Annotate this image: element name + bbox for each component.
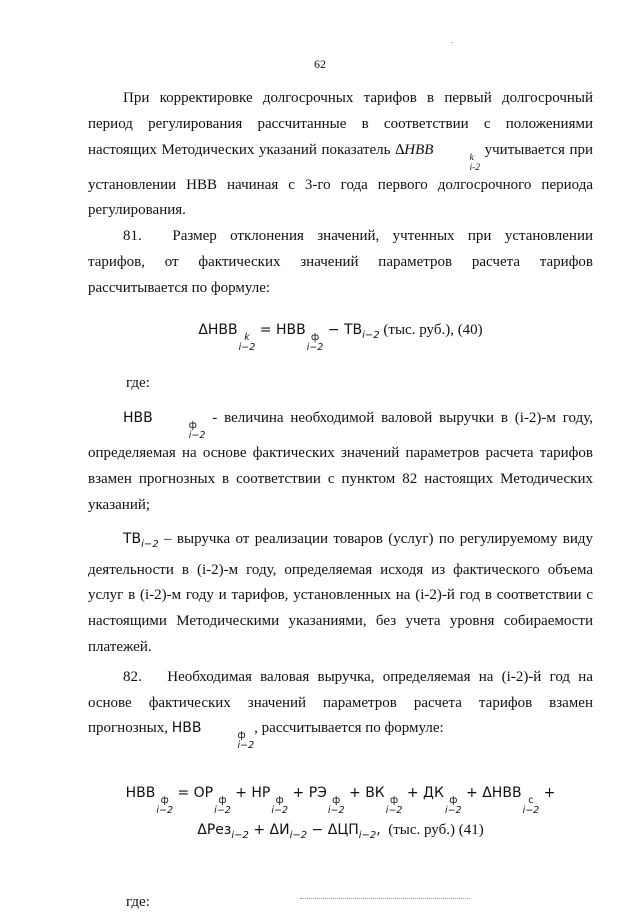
- formula-term-base: ДК: [423, 785, 444, 802]
- formula-term: [327, 822, 381, 842]
- formula-sub: i−2: [238, 341, 256, 353]
- formula-term: [251, 785, 309, 817]
- formula-sub: i−2: [188, 430, 206, 442]
- formula-operator: −: [323, 321, 344, 338]
- where-label: где:: [126, 374, 150, 391]
- formula-41: [88, 779, 593, 850]
- formula-sup: ф: [160, 795, 169, 807]
- formula-term-base: РЭ: [308, 785, 327, 802]
- symbol-sup: k: [469, 152, 474, 163]
- formula-term: [365, 785, 424, 817]
- formula-operator: −: [307, 822, 328, 839]
- formula-operator: +: [402, 785, 424, 802]
- formula-sup: c: [528, 795, 534, 807]
- formula-sub: i−2: [289, 830, 308, 842]
- formula-term-base: ОР: [193, 785, 214, 802]
- formula-sub: i−2: [327, 805, 345, 817]
- definition-nvv: [88, 406, 593, 518]
- formula-operator: =: [255, 321, 276, 338]
- formula-term-base: ΔЦП: [327, 822, 359, 839]
- paragraph-text: При корректировке долгосрочных тарифов в первый долгосрочный период регулирования рассчитанные в соответствии с положениями настоящих Методических указаний показатель: [88, 90, 593, 158]
- formula-caption: (тыс. руб.) (41): [380, 822, 484, 839]
- formula-term-base: ΔРез: [197, 822, 232, 839]
- formula-sub: i−2: [214, 805, 231, 817]
- formula-sub: i−2: [444, 805, 462, 817]
- paragraph-text: учитывается при установлении НВВ начиная с 3-го года первого долгосрочного периода регулирования.: [88, 141, 593, 219]
- item-number: 82.: [123, 668, 142, 685]
- formula-indices: [445, 796, 462, 816]
- formula-sup: ф: [449, 795, 458, 807]
- formula-sup: ф: [188, 420, 197, 432]
- formula-term: [193, 785, 252, 817]
- formula-term: ТВ: [123, 530, 142, 547]
- symbol-base: ∆НВВ: [395, 141, 434, 158]
- formula-term: [269, 822, 328, 842]
- formula-operator: +: [288, 785, 309, 802]
- paragraph-text: Необходимая валовая выручка, определяемая на (i-2)-й год на основе фактических значений параметров расчета тарифов взамен прогнозных,: [88, 668, 593, 737]
- formula-operator: +: [230, 785, 252, 802]
- formula-term: [423, 785, 483, 817]
- formula-term: НВВ: [171, 720, 202, 737]
- formula-operator: +: [248, 822, 270, 839]
- formula-41-line-2: [88, 816, 593, 850]
- formula-sub: i−2: [362, 329, 380, 341]
- formula-term: ТВ: [343, 321, 363, 338]
- paragraph-text: , рассчитывается по формуле:: [254, 720, 444, 737]
- formula-indices: [271, 796, 288, 816]
- formula-sup: ф: [237, 730, 246, 742]
- definition-symbol: [123, 410, 206, 442]
- paragraph-adjustment: [88, 86, 593, 224]
- definition-symbol: [123, 530, 159, 550]
- formula-indices: [386, 796, 403, 816]
- formula-operator: =: [173, 785, 194, 802]
- formula-sub: i−2: [237, 740, 255, 752]
- formula-sub: i−2: [306, 341, 324, 353]
- formula-sub: i−2: [385, 805, 403, 817]
- definition-text: – выручка от реализации товаров (услуг) по регулируемому виду деятельности в (i-2)-м году, определяемая исходя из фактического объема услуг в (i-2)-м году и тарифов, установленных на (i-2)-й год в соответствии с настоящими Методическими указаниями, без учета уровня собираемости платежей.: [88, 530, 593, 655]
- formula-operator: ,: [376, 822, 381, 839]
- formula-indices: [214, 796, 231, 816]
- formula-term-base: ΔИ: [269, 822, 290, 839]
- symbol-delta-nvv: [395, 141, 481, 173]
- formula-indices: [154, 421, 206, 441]
- formula-term-base: НР: [251, 785, 271, 802]
- formula-sup: ф: [390, 795, 399, 807]
- paragraph-82: [88, 665, 593, 752]
- formula-sub: i−2: [141, 538, 159, 550]
- formula-term: [482, 785, 556, 817]
- symbol-sub: i-2: [469, 162, 481, 173]
- document-body: [88, 86, 593, 916]
- formula-term: НВВ: [123, 410, 153, 427]
- formula-term-base: ВК: [365, 785, 385, 802]
- formula-operator: +: [539, 785, 556, 802]
- formula-term-base: НВВ: [125, 785, 156, 802]
- formula-sup: ф: [218, 795, 227, 807]
- page-number: 62: [314, 57, 326, 71]
- definition-tv: [88, 527, 593, 661]
- scan-artifact-line: [300, 898, 470, 900]
- formula-sub: i−2: [522, 805, 540, 817]
- formula-sub: i−2: [271, 805, 289, 817]
- formula-sub: i−2: [231, 830, 249, 842]
- inline-symbol: [171, 720, 255, 752]
- where-label: где:: [126, 894, 150, 911]
- formula-indices: [203, 731, 255, 751]
- formula-indices: [239, 333, 256, 353]
- formula-operator: +: [344, 785, 366, 802]
- formula-sup: k: [244, 331, 250, 343]
- paragraph-81: [88, 224, 593, 301]
- item-number: 81.: [123, 228, 142, 245]
- formula-caption: (тыс. руб.), (40): [379, 321, 483, 338]
- formula-indices: [328, 796, 345, 816]
- paragraph-text: Размер отклонения значений, учтенных при установлении тарифов, от фактических значений параметров расчета тарифов рассчитывается по формуле:: [88, 228, 594, 296]
- formula-sup: ф: [310, 331, 320, 343]
- formula-indices: [523, 796, 540, 816]
- definition-text: - величина необходимой валовой выручки в (i-2)-м году, определяемая на основе фактических значений параметров расчета тарифов взамен прогнозных в соответствии с пунктом 82 настоящих Методических указаний;: [88, 410, 593, 513]
- symbol-indices: [434, 153, 480, 173]
- formula-term: ΔНВВ: [198, 321, 238, 338]
- formula-sub: i−2: [156, 805, 173, 817]
- formula-indices: [156, 796, 173, 816]
- formula-sub: i−2: [358, 830, 377, 842]
- formula-indices: [307, 333, 324, 353]
- formula-41-line-1: [88, 779, 593, 816]
- formula-term-base: ΔНВВ: [482, 785, 522, 802]
- formula-term: [308, 785, 366, 817]
- formula-operator: +: [461, 785, 483, 802]
- formula-term: [197, 822, 270, 842]
- scan-speck: [451, 42, 453, 43]
- formula-sup: ф: [275, 795, 284, 807]
- formula-term: [125, 785, 194, 817]
- formula-sup: ф: [332, 795, 341, 807]
- formula-40: [88, 318, 593, 353]
- formula-term: НВВ: [275, 321, 306, 338]
